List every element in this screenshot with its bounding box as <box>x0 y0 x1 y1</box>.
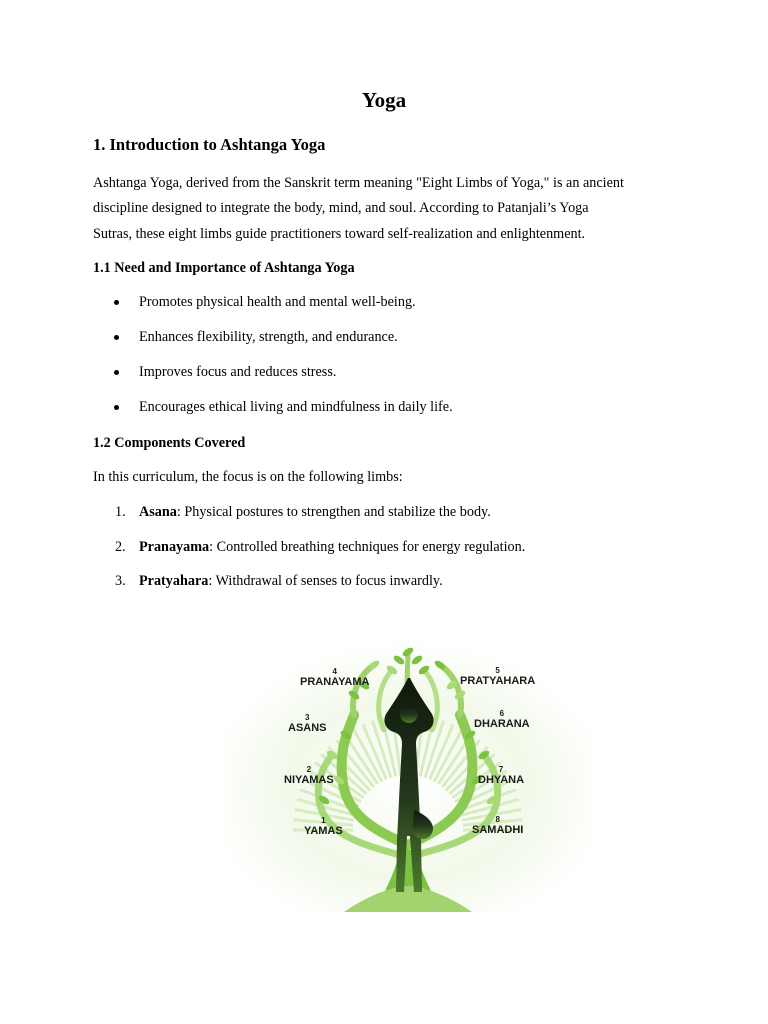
tree-yoga-figure <box>224 640 592 912</box>
limb-label-samadhi <box>472 815 523 836</box>
eight-limbs-illustration <box>224 640 592 912</box>
limb-name: SAMADHI <box>472 824 524 836</box>
list-item-number: 1. <box>115 504 126 520</box>
limb-number: 1 <box>321 816 326 825</box>
limb-label-dhyana <box>478 765 524 786</box>
list-item-description: : Withdrawal of senses to focus inwardly. <box>208 573 443 589</box>
limb-label-asans <box>288 713 327 734</box>
list-item-text: Promotes physical health and mental well-being. <box>139 294 416 310</box>
bullet-icon <box>114 405 119 410</box>
limb-name: DHARANA <box>474 718 530 730</box>
bullet-icon <box>114 300 119 305</box>
limb-number: 5 <box>495 666 500 675</box>
limb-number: 4 <box>332 667 337 676</box>
list-item-number: 3. <box>115 573 126 589</box>
section-heading-introduction: 1. Introduction to Ashtanga Yoga <box>93 135 326 154</box>
intro-line: Sutras, these eight limbs guide practitioners toward self-realization and enlightenment. <box>93 225 586 242</box>
limb-name: NIYAMAS <box>284 774 334 786</box>
limb-number: 7 <box>498 765 504 774</box>
list-item-text: Enhances flexibility, strength, and endurance. <box>139 329 398 345</box>
list-item-text <box>139 502 491 522</box>
list-item-number: 2. <box>115 539 126 555</box>
limb-label-pratyahara <box>460 666 535 687</box>
limb-name: YAMAS <box>304 825 343 837</box>
list-item-term: Pranayama <box>139 539 210 555</box>
document-title: Yoga <box>361 88 407 112</box>
section-heading-components: 1.2 Components Covered <box>93 435 246 451</box>
limb-label-pranayama <box>300 667 369 688</box>
list-item-term: Asana <box>139 504 177 520</box>
limb-name: ASANS <box>288 722 327 734</box>
limb-label-yamas <box>304 816 343 837</box>
limb-number: 8 <box>495 815 500 824</box>
section-heading-need-importance: 1.1 Need and Importance of Ashtanga Yoga <box>93 260 355 276</box>
list-item-text <box>139 537 525 557</box>
list-item-term: Pratyahara <box>139 573 209 589</box>
bullet-icon <box>114 335 119 340</box>
intro-line: Ashtanga Yoga, derived from the Sanskrit term meaning "Eight Limbs of Yoga," is an ancient <box>93 175 624 191</box>
limb-name: PRATYAHARA <box>460 675 536 687</box>
list-item-description: : Physical postures to strengthen and stabilize the body. <box>176 504 491 520</box>
limb-name: DHYANA <box>478 774 525 786</box>
limb-label-dharana <box>474 709 530 730</box>
intro-line: discipline designed to integrate the body, mind, and soul. According to Patanjali’s Yoga <box>93 200 589 217</box>
limb-label-niyamas <box>284 765 334 786</box>
intro-paragraph <box>93 171 693 247</box>
bullet-icon <box>114 370 119 375</box>
limb-number: 3 <box>305 713 310 722</box>
components-intro <box>93 465 693 490</box>
limb-name: PRANAYAMA <box>300 676 370 688</box>
list-item-description: : Controlled breathing techniques for energy regulation. <box>209 539 526 555</box>
limb-number: 6 <box>499 709 505 718</box>
list-item-text: Improves focus and reduces stress. <box>139 364 337 380</box>
components-intro-text: In this curriculum, the focus is on the following limbs: <box>93 469 403 485</box>
list-item-text: Encourages ethical living and mindfulness in daily life. <box>139 399 453 415</box>
limb-number: 2 <box>306 765 312 774</box>
list-item-text <box>139 571 443 591</box>
